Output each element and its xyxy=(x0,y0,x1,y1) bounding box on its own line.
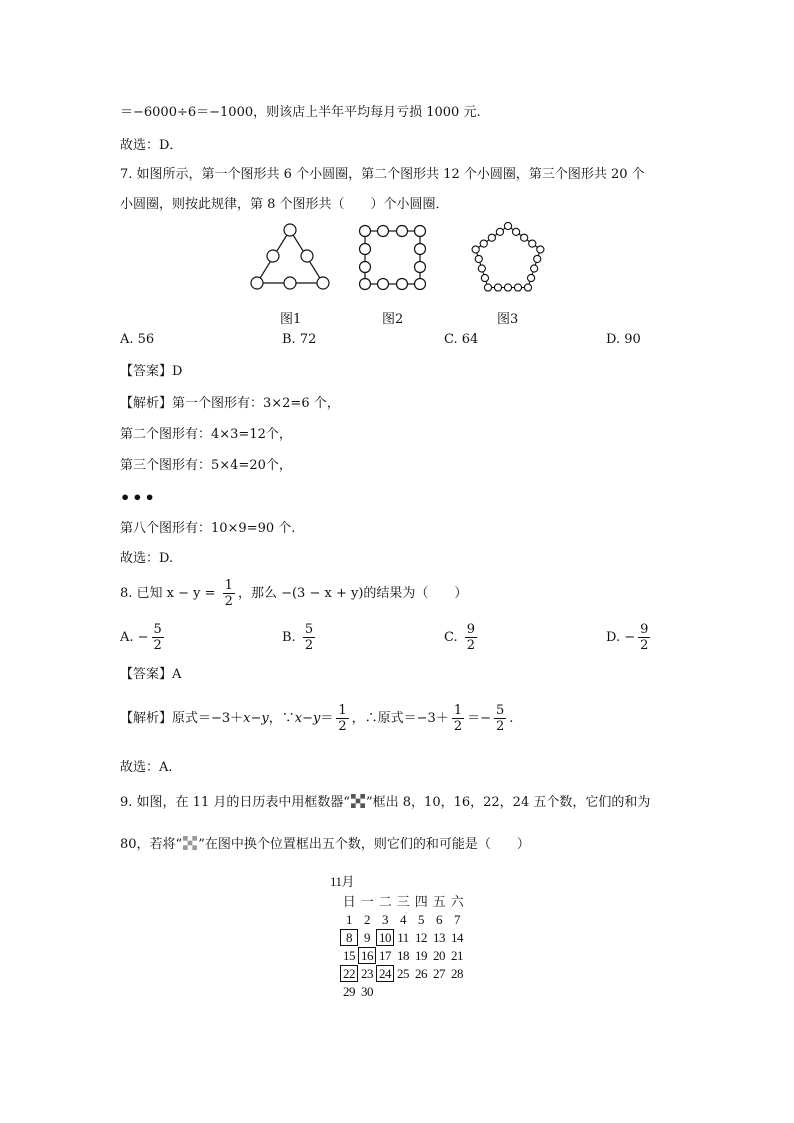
analysis-fraction xyxy=(452,703,464,734)
calendar-day: 29 xyxy=(343,984,355,999)
option-prefix: C. xyxy=(444,630,462,645)
q8-option-c xyxy=(444,622,480,653)
q8-option-d xyxy=(606,622,653,653)
option-prefix: D. − xyxy=(606,630,636,645)
small-circle xyxy=(504,284,511,291)
calendar-day: 21 xyxy=(451,948,463,963)
calendar-title: 11月 xyxy=(330,874,355,889)
frac-den: 2 xyxy=(153,638,162,653)
calendar-day: 26 xyxy=(415,966,427,981)
small-circle xyxy=(534,255,541,262)
small-circle xyxy=(494,284,501,291)
small-circle xyxy=(472,246,479,253)
frac-den: 2 xyxy=(496,719,505,734)
calendar-day-framed: 22 xyxy=(340,965,358,982)
analysis-text: ，∵ xyxy=(268,711,295,726)
analysis-text: ，∴原式＝−3＋ xyxy=(351,711,449,726)
calendar-day-framed: 24 xyxy=(376,965,394,982)
frac-num: 5 xyxy=(304,622,314,637)
calendar-day: 5 xyxy=(418,912,424,927)
small-circle xyxy=(481,274,488,281)
calendar-day: 4 xyxy=(400,912,406,927)
small-circle xyxy=(531,265,538,272)
small-circle xyxy=(475,255,482,262)
q7-analysis-1: 【解析】第一个图形有：3×2=6 个， xyxy=(120,396,340,411)
calendar-day: 12 xyxy=(415,930,427,945)
calendar-weekday: 二 xyxy=(378,894,392,909)
figure-2-square xyxy=(360,226,426,290)
q7-analysis-3: 第三个图形有：5×4=20个， xyxy=(120,458,292,473)
analysis-var: x−y xyxy=(294,711,321,726)
q7-answer: 【答案】D xyxy=(120,364,183,379)
calendar-day: 18 xyxy=(397,948,409,963)
figure-3-label: 图3 xyxy=(497,312,519,327)
option-prefix: A. − xyxy=(120,630,149,645)
small-circle xyxy=(527,274,534,281)
analysis-fraction xyxy=(494,703,506,734)
calendar-day: 9 xyxy=(364,930,370,945)
q8-text-pre: 8. 已知 x − y = xyxy=(120,586,220,601)
q7-select: 故选：D. xyxy=(120,551,174,566)
small-circle xyxy=(529,240,536,247)
figure-1-label: 图1 xyxy=(280,312,302,327)
analysis-var: x−y xyxy=(243,711,269,726)
analysis-text: ＝ xyxy=(320,711,334,726)
analysis-text: 【解析】原式＝−3＋ xyxy=(120,711,244,726)
q7-option-c: C. 64 xyxy=(444,332,479,347)
q8-answer: 【答案】A xyxy=(120,667,182,682)
small-circle xyxy=(514,284,521,291)
frac-num: 1 xyxy=(338,703,347,718)
q8-analysis xyxy=(120,703,513,734)
calendar-day: 17 xyxy=(379,948,391,963)
frac-den: 2 xyxy=(640,638,649,653)
calendar-day: 11 xyxy=(397,930,409,945)
frac-num: 9 xyxy=(466,622,476,637)
question-8 xyxy=(120,578,467,609)
frac-num: 5 xyxy=(496,703,505,718)
q8-option-a xyxy=(120,622,167,653)
small-circle xyxy=(512,228,519,235)
figure-3-pentagon xyxy=(472,222,544,291)
frame-counter-icon xyxy=(351,794,365,808)
q7-analysis-4: 第八个图形有：10×9=90 个. xyxy=(120,521,296,536)
calendar-day: 28 xyxy=(451,966,463,981)
question-7-line2: 小圆圈，则按此规律，第 8 个图形共（ ）个小圆圈． xyxy=(120,197,449,212)
option-fraction xyxy=(303,622,315,653)
q8-option-b xyxy=(282,622,318,653)
calendar-day: 30 xyxy=(361,984,373,999)
option-fraction xyxy=(465,622,477,653)
q8-select: 故选：A. xyxy=(120,760,173,775)
question-9-line2 xyxy=(120,836,530,854)
q9-text: 80，若将“ xyxy=(120,837,183,852)
calendar-weekday: 六 xyxy=(450,894,464,909)
q7-option-b: B. 72 xyxy=(282,332,317,347)
frac-num: 1 xyxy=(224,578,233,593)
calendar-day: 20 xyxy=(433,948,445,963)
calendar-day: 6 xyxy=(436,912,442,927)
circle-pattern-figures xyxy=(240,218,560,340)
small-circle xyxy=(484,284,491,291)
figure-2-label: 图2 xyxy=(382,312,404,327)
calendar-day-framed: 8 xyxy=(340,929,358,946)
q8-text-paren: (3 − x + y) xyxy=(291,586,364,601)
frame-counter-icon xyxy=(183,836,197,850)
small-circle xyxy=(480,240,487,247)
calendar-day: 15 xyxy=(343,948,355,963)
q9-text: 9. 如图，在 11 月的日历表中用框数器“ xyxy=(120,795,350,810)
small-circle xyxy=(496,228,503,235)
q8-text-mid: ，那么 − xyxy=(237,586,292,601)
small-circle xyxy=(537,246,544,253)
calendar-day: 14 xyxy=(451,930,463,945)
option-fraction xyxy=(638,622,650,653)
q8-text-post: 的结果为（ ） xyxy=(363,586,468,601)
small-circle xyxy=(478,265,485,272)
small-circle xyxy=(488,234,495,241)
frac-num: 1 xyxy=(453,703,463,718)
text-line: 故选：D． xyxy=(120,138,183,153)
frac-den: 2 xyxy=(453,719,463,734)
frac-num: 9 xyxy=(640,622,649,637)
calendar-day: 19 xyxy=(415,948,427,963)
analysis-text: . xyxy=(509,711,514,726)
q8-fraction-half xyxy=(223,578,235,609)
frac-den: 2 xyxy=(304,638,314,653)
q7-option-d: D. 90 xyxy=(606,332,641,347)
calendar-day: 23 xyxy=(361,966,373,981)
calendar-day-framed: 16 xyxy=(358,947,376,964)
frac-den: 2 xyxy=(224,594,233,609)
calendar-weekday: 四 xyxy=(414,894,428,909)
calendar-day: 7 xyxy=(454,912,460,927)
option-fraction xyxy=(152,622,164,653)
small-circle xyxy=(524,284,531,291)
q9-text: ”框出 8，10，16，22，24 五个数，它们的和为 xyxy=(366,795,651,810)
analysis-fraction xyxy=(336,703,348,734)
ellipsis-dots: ••• xyxy=(120,488,157,507)
calendar-day: 3 xyxy=(382,912,388,927)
text-line: ＝−6000÷6＝−1000，则该店上半年平均每月亏损 1000 元. xyxy=(120,105,481,120)
frac-num: 5 xyxy=(153,622,162,637)
calendar-day: 25 xyxy=(397,966,409,981)
question-7-line1: 7. 如图所示，第一个图形共 6 个小圆圈，第二个图形共 12 个小圆圈，第三个图形共 20 个 xyxy=(120,167,645,182)
frac-den: 2 xyxy=(338,719,347,734)
calendar-weekday: 一 xyxy=(360,894,374,909)
question-9-line1 xyxy=(120,794,650,812)
frac-den: 2 xyxy=(466,638,476,653)
calendar-day: 27 xyxy=(433,966,445,981)
figure-1-triangle xyxy=(251,224,329,289)
calendar-weekday: 五 xyxy=(432,894,446,909)
option-prefix: B. xyxy=(282,630,300,645)
q7-analysis-2: 第二个图形有：4×3=12个， xyxy=(120,427,292,442)
q9-text: ”在图中换个位置框出五个数，则它们的和可能是（ ） xyxy=(198,837,530,852)
calendar-weekday: 三 xyxy=(396,894,410,909)
calendar-day-framed: 10 xyxy=(376,929,394,946)
q7-option-a: A. 56 xyxy=(120,332,155,347)
calendar-day: 2 xyxy=(364,912,370,927)
small-circle xyxy=(504,222,511,229)
calendar-day: 1 xyxy=(346,912,352,927)
calendar-day: 13 xyxy=(433,930,445,945)
analysis-text: ＝− xyxy=(467,711,491,726)
small-circle xyxy=(521,234,528,241)
calendar-weekday: 日 xyxy=(342,894,356,909)
